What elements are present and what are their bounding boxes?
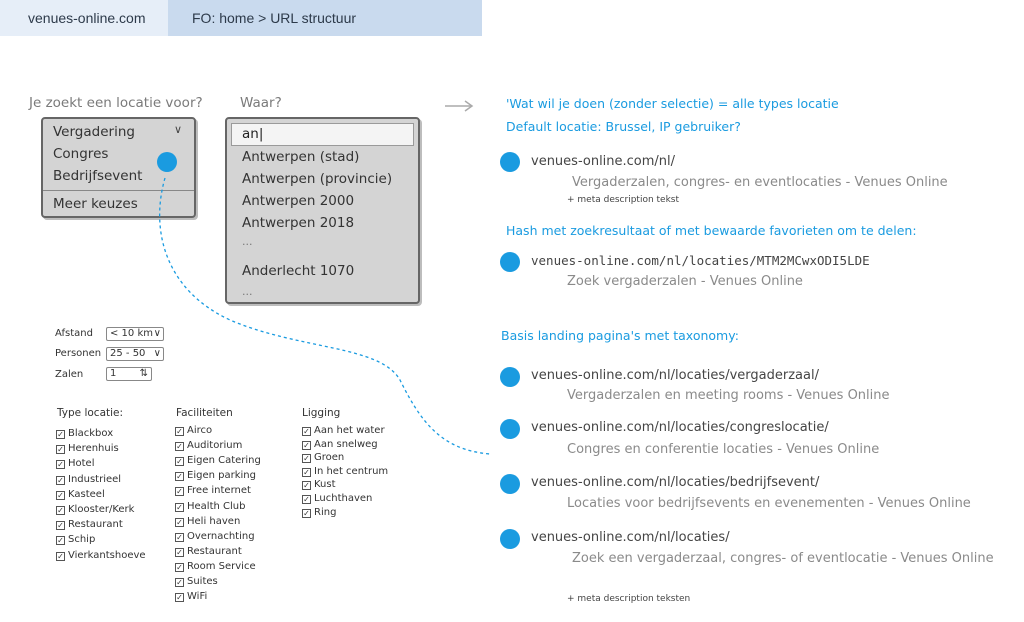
checkbox-label: Health Club: [187, 500, 246, 512]
top-tab-bar: [0, 0, 482, 36]
marker-dot: [500, 529, 520, 549]
url-link[interactable]: venues-online.com/nl/locaties/vergaderzaal/: [531, 368, 819, 383]
where-suggestion[interactable]: Antwerpen 2000: [242, 193, 355, 209]
filter-checkbox[interactable]: [302, 479, 336, 490]
filter-checkbox[interactable]: [56, 504, 134, 515]
activity-option-2[interactable]: Congres: [53, 146, 109, 162]
filter-checkbox[interactable]: [175, 501, 245, 512]
checkbox-label: Ring: [314, 506, 337, 518]
page-title-text: Zoek een vergaderzaal, congres- of eventlocatie - Venues Online: [572, 551, 994, 566]
checkmark-icon: ✓: [303, 495, 310, 504]
checkbox-label: Free internet: [187, 485, 251, 497]
tab-site[interactable]: venues-online.com: [0, 0, 168, 36]
marker-dot: [157, 152, 177, 172]
faciliteiten-heading: Faciliteiten: [176, 407, 233, 419]
page-title-text: Zoek vergaderzalen - Venues Online: [567, 274, 803, 289]
checkbox-label: Kust: [314, 479, 336, 491]
checkmark-icon: ✓: [57, 445, 64, 455]
checkmark-icon: ✓: [57, 460, 64, 470]
landing-heading: Basis landing pagina's met taxonomy:: [501, 328, 739, 343]
meta-note: + meta description teksten: [567, 594, 691, 604]
filter-checkbox[interactable]: [56, 443, 119, 454]
checkmark-icon: ✓: [303, 508, 310, 518]
checkmark-icon: ✓: [303, 427, 310, 436]
checkbox-label: Groen: [314, 452, 345, 464]
filter-checkbox[interactable]: [175, 470, 256, 481]
more-options-button[interactable]: Meer keuzes: [53, 196, 138, 212]
where-autocomplete: [225, 117, 420, 304]
page-title-text: Vergaderzalen en meeting rooms - Venues Online: [567, 388, 890, 403]
filter-checkbox[interactable]: [175, 561, 256, 572]
distance-label: Afstand: [55, 328, 93, 339]
where-question: Waar?: [240, 95, 282, 111]
checkbox-label: Heli haven: [187, 515, 241, 527]
checkmark-icon: ✓: [57, 475, 64, 485]
filter-checkbox[interactable]: [56, 458, 95, 469]
filter-checkbox[interactable]: [56, 519, 123, 530]
checkmark-icon: ✓: [303, 467, 310, 477]
checkbox-label: Industrieel: [68, 473, 122, 485]
default-location-note: Default locatie: Brussel, IP gebruiker?: [506, 119, 741, 134]
marker-dot: [500, 152, 520, 172]
rooms-label: Zalen: [55, 369, 84, 380]
checkmark-icon: ✓: [176, 578, 183, 587]
page-title-text: Congres en conferentie locaties - Venues Online: [567, 442, 880, 457]
persons-select[interactable]: [106, 347, 164, 361]
filter-checkbox[interactable]: [175, 546, 242, 557]
checkbox-label: Klooster/Kerk: [68, 504, 135, 515]
filter-checkbox[interactable]: [175, 455, 261, 466]
rooms-stepper[interactable]: [106, 367, 152, 381]
chevron-down-icon: ∨: [153, 328, 161, 339]
checkbox-label: Herenhuis: [68, 443, 119, 455]
chevron-down-icon[interactable]: ∨: [173, 123, 182, 136]
checkmark-icon: ✓: [176, 472, 183, 482]
marker-dot: [500, 252, 520, 272]
stepper-icon: ⇅: [139, 368, 148, 379]
checkbox-label: Room Service: [187, 560, 256, 572]
filter-checkbox[interactable]: [302, 466, 388, 477]
url-link[interactable]: venues-online.com/nl/locaties/: [531, 530, 730, 545]
persons-value: 25 - 50: [110, 348, 146, 359]
filter-checkbox[interactable]: [302, 439, 378, 450]
filter-checkbox[interactable]: [302, 507, 336, 518]
chevron-down-icon: ∨: [153, 348, 161, 359]
checkbox-label: Luchthaven: [314, 493, 373, 504]
checkmark-icon: ✓: [176, 562, 183, 572]
checkmark-icon: ✓: [176, 517, 183, 527]
rooms-value: 1: [110, 368, 117, 379]
url-text: venues-online.com/nl/locaties/MTM2MCwxODI5LDE: [531, 253, 870, 268]
checkmark-icon: ✓: [176, 427, 183, 436]
activity-question: Je zoekt een locatie voor?: [29, 95, 203, 111]
checkbox-label: Eigen parking: [187, 470, 256, 482]
distance-value: < 10 km: [110, 328, 153, 339]
where-suggestion[interactable]: Anderlecht 1070: [242, 263, 355, 279]
no-selection-note: 'Wat wil je doen (zonder selectie) = alle types locatie: [506, 96, 839, 111]
checkmark-icon: ✓: [57, 521, 64, 531]
filter-checkbox[interactable]: [56, 428, 113, 439]
where-suggestion[interactable]: Antwerpen (provincie): [242, 171, 393, 187]
url-link[interactable]: venues-online.com/nl/: [531, 154, 676, 169]
activity-option-1[interactable]: Vergadering: [53, 124, 135, 140]
checkbox-label: Overnachting: [187, 530, 255, 542]
checkmark-icon: ✓: [57, 506, 64, 515]
page-title-text: Vergaderzalen, congres- en eventlocaties - Venues Online: [572, 175, 948, 190]
checkmark-icon: ✓: [176, 532, 183, 542]
filter-checkbox[interactable]: [175, 531, 255, 542]
checkmark-icon: ✓: [176, 442, 183, 452]
url-link[interactable]: venues-online.com/nl/locaties/congreslocatie/: [531, 420, 829, 435]
filter-checkbox[interactable]: [56, 550, 146, 561]
checkmark-icon: ✓: [303, 454, 310, 464]
filter-checkbox[interactable]: [302, 493, 372, 504]
meta-note: + meta description tekst: [567, 195, 680, 205]
type-locatie-heading: Type locatie:: [57, 407, 124, 419]
checkbox-label: Eigen Catering: [187, 455, 261, 467]
filter-checkbox[interactable]: [175, 516, 240, 527]
checkmark-icon: ✓: [176, 487, 183, 497]
checkbox-label: In het centrum: [314, 465, 389, 477]
ligging-heading: Ligging: [302, 407, 341, 419]
checkmark-icon: ✓: [176, 593, 183, 603]
where-input[interactable]: an|: [231, 123, 414, 146]
checkbox-label: Aan het water: [314, 425, 385, 436]
where-ellipsis: ...: [242, 235, 253, 248]
checkbox-label: Restaurant: [68, 519, 123, 531]
checkbox-label: Auditorium: [187, 440, 243, 452]
filter-checkbox[interactable]: [175, 425, 212, 436]
filter-checkbox[interactable]: [175, 440, 242, 451]
where-ellipsis: ...: [242, 285, 253, 298]
checkmark-icon: ✓: [57, 430, 64, 439]
checkmark-icon: ✓: [176, 457, 183, 467]
checkbox-label: Airco: [187, 425, 213, 436]
checkbox-label: WiFi: [187, 591, 208, 603]
distance-select[interactable]: [106, 327, 164, 341]
checkmark-icon: ✓: [176, 547, 183, 557]
page-title-text: Locaties voor bedrijfsevents en evenementen - Venues Online: [567, 496, 971, 511]
activity-option-3[interactable]: Bedrijfsevent: [53, 168, 143, 184]
url-link[interactable]: venues-online.com/nl/locaties/bedrijfsevent/: [531, 475, 820, 490]
arrow-right-icon: [444, 99, 474, 113]
filter-checkbox[interactable]: [56, 534, 95, 545]
checkbox-label: Suites: [187, 576, 218, 587]
marker-dot: [500, 367, 520, 387]
checkmark-icon: ✓: [57, 551, 64, 561]
checkbox-label: Schip: [68, 534, 96, 546]
checkbox-label: Restaurant: [187, 545, 242, 557]
filter-checkbox[interactable]: [56, 489, 105, 500]
url-link[interactable]: [531, 253, 870, 269]
tab-breadcrumb[interactable]: FO: home > URL structuur: [168, 0, 482, 36]
hash-heading: Hash met zoekresultaat of met bewaarde favorieten om te delen:: [506, 223, 917, 238]
checkbox-label: Hotel: [68, 458, 95, 470]
filter-checkbox[interactable]: [302, 425, 385, 436]
marker-dot: [500, 419, 520, 439]
checkmark-icon: ✓: [303, 481, 310, 491]
checkmark-icon: ✓: [176, 502, 183, 512]
divider: [43, 190, 194, 191]
checkbox-label: Kasteel: [68, 488, 105, 500]
checkmark-icon: ✓: [57, 536, 64, 546]
checkbox-label: Vierkantshoeve: [68, 549, 146, 561]
filter-checkbox[interactable]: [302, 452, 344, 463]
filter-checkbox[interactable]: [175, 591, 207, 602]
checkmark-icon: ✓: [303, 440, 310, 450]
filter-checkbox[interactable]: [175, 485, 251, 496]
filter-checkbox[interactable]: [175, 576, 218, 587]
where-suggestion[interactable]: Antwerpen 2018: [242, 215, 355, 231]
marker-dot: [500, 474, 520, 494]
where-suggestion[interactable]: Antwerpen (stad): [242, 149, 360, 165]
checkmark-icon: ✓: [57, 490, 64, 500]
filter-checkbox[interactable]: [56, 474, 121, 485]
checkbox-label: Blackbox: [68, 428, 114, 439]
persons-label: Personen: [55, 348, 102, 359]
checkbox-label: Aan snelweg: [314, 438, 378, 450]
